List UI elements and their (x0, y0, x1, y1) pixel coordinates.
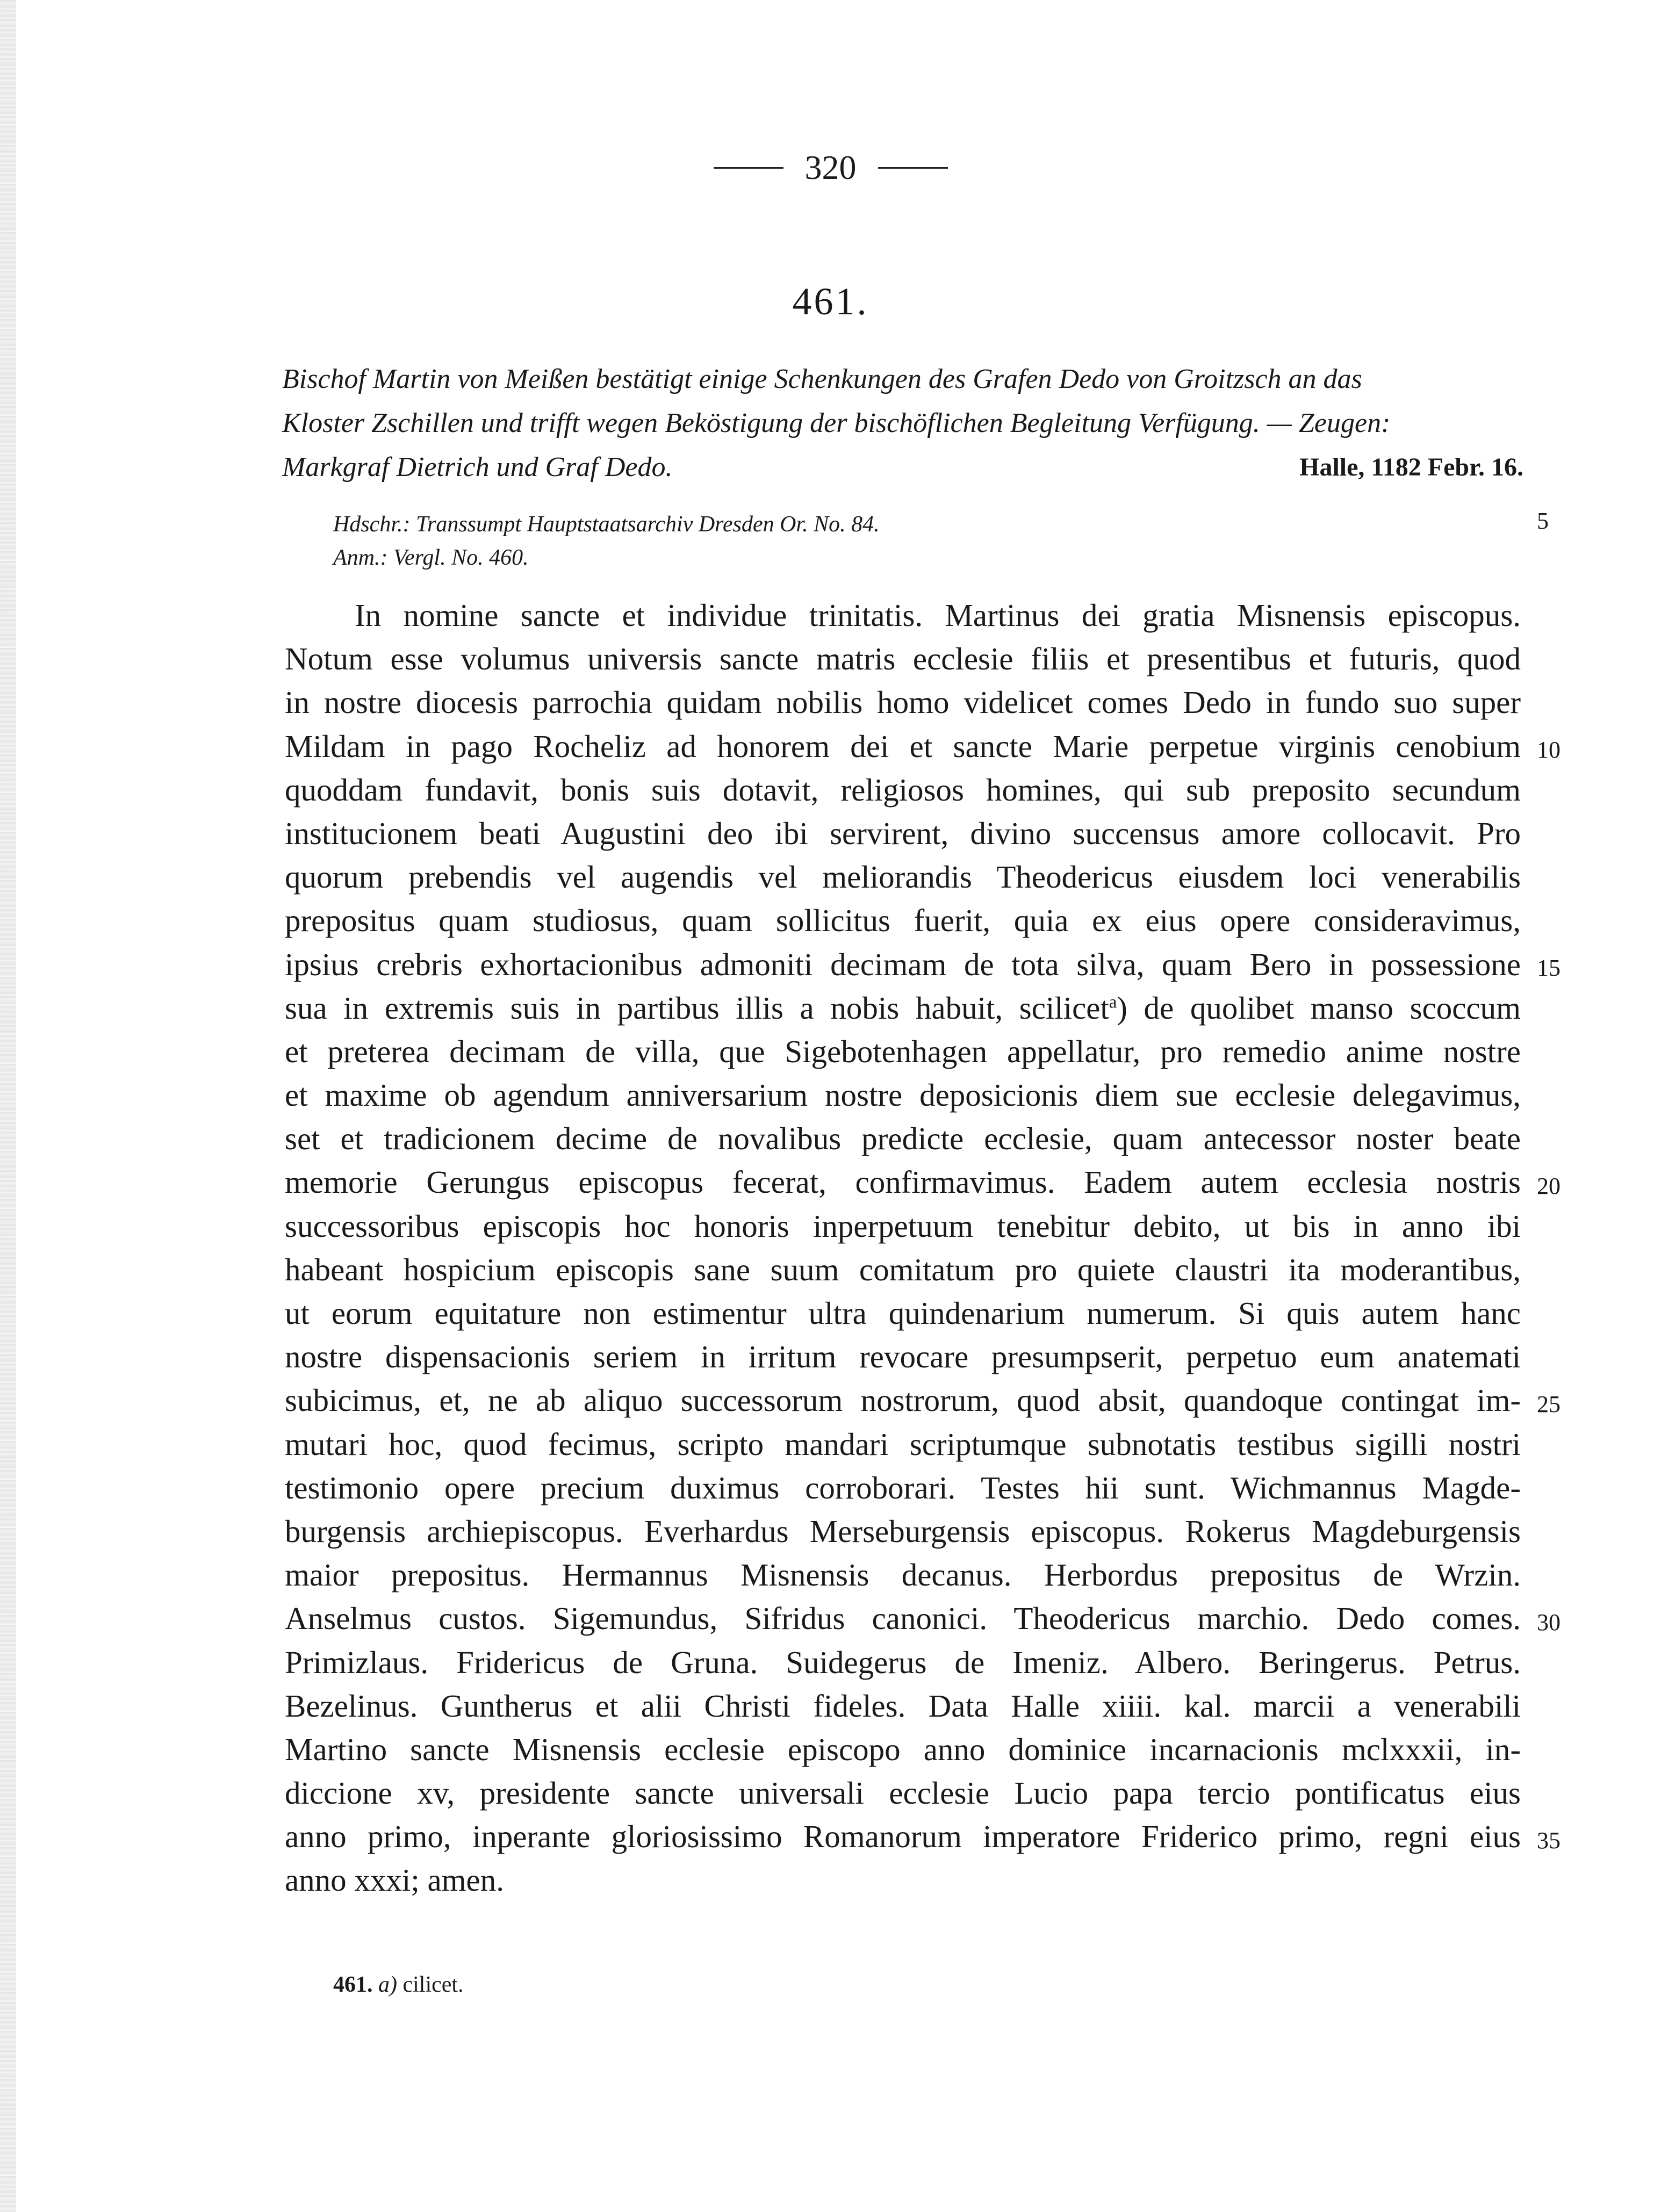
text-line: institucionem beati Augustini deo ibi servirent, divino succensus amore collocavit. Pro (285, 815, 1521, 851)
line-number: 25 (1537, 1391, 1561, 1417)
text-line: prepositus quam studiosus, quam sollicitus fuerit, quia ex eius opere consideravimus, (285, 903, 1521, 939)
page-header (0, 150, 1661, 185)
text-line: anno primo, inperante gloriosissimo Romanorum imperatore Friderico primo, regni eius (285, 1819, 1521, 1855)
text-line: set et tradicionem decime de novalibus predicte ecclesie, quam antecessor noster beate (285, 1121, 1521, 1157)
text-line: memorie Gerungus episcopus fecerat, confirmavimus. Eadem autem ecclesia nostris (285, 1164, 1521, 1200)
scan-edge (0, 0, 16, 2212)
text-segment: sua in extremis suis in partibus illis a nobis habuit, scilicet (285, 990, 1109, 1026)
text-line: Anselmus custos. Sigemundus, Sifridus canonici. Theodericus marchio. Dedo comes. (285, 1601, 1521, 1637)
text-line: nostre dispensacionis seriem in irritum revocare presumpserit, perpetuo eum anatemati (285, 1339, 1521, 1375)
text-line: In nomine sancte et individue trinitatis. Martinus dei gratia Misnensis episcopus. (355, 597, 1521, 633)
regest (282, 357, 1523, 489)
regest-line: Bischof Martin von Meißen bestätigt einige Schenkungen des Grafen Dedo von Groitzsch an das (282, 364, 1362, 394)
text-line: et maxime ob agendum anniversarium nostre deposicionis diem sue ecclesie delegavimus, (285, 1077, 1521, 1113)
text-line: mutari hoc, quod fecimus, scripto mandari scriptumque subnotatis testibus sigilli nostri (285, 1426, 1521, 1462)
text-line: Notum esse volumus universis sancte matris ecclesie filiis et presentibus et futuris, quod (285, 641, 1521, 677)
header-rule-right (878, 167, 948, 169)
line-number: 30 (1537, 1609, 1561, 1635)
text-line: diccione xv, presidente sancte universali ecclesie Lucio papa tercio pontificatus eius (285, 1775, 1521, 1811)
date-place: Halle, 1182 Febr. 16. (1299, 453, 1523, 481)
regest-line: Kloster Zschillen und trifft wegen Beköstigung der bischöflichen Begleitung Verfügung. — Zeugen: (282, 408, 1391, 438)
source-notes (333, 508, 1462, 574)
text-line: in nostre diocesis parrochia quidam nobilis homo videlicet comes Dedo in fundo suo super (285, 685, 1521, 720)
text-line: habeant hospicium episcopis sane suum comitatum pro quiete claustri ita moderantibus, (285, 1251, 1521, 1287)
line-number: 20 (1537, 1173, 1561, 1199)
text-line: et preterea decimam de villa, que Sigebotenhagen appellatur, pro remedio anime nostre (285, 1033, 1521, 1069)
source-line: Hdschr.: Transsumpt Hauptstaatsarchiv Dresden Or. No. 84. (333, 512, 880, 537)
charter-text (285, 594, 1521, 1903)
text-line: burgensis archiepiscopus. Everhardus Merseburgensis episcopus. Rokerus Magdeburgensis (285, 1513, 1521, 1549)
text-line: Martino sancte Misnensis ecclesie episcopo anno dominice incarnacionis mclxxxii, in- (285, 1731, 1521, 1767)
text-line: ipsius crebris exhortacionibus admoniti decimam de tota silva, quam Bero in possessione (285, 946, 1521, 982)
text-line: maior prepositus. Hermannus Misnensis decanus. Herbordus prepositus de Wrzin. (285, 1557, 1521, 1593)
text-line: successoribus episcopis hoc honoris inperpetuum tenebitur debito, ut bis in anno ibi (285, 1208, 1521, 1244)
footnote-number: 461. (333, 1972, 373, 1997)
footnote (333, 1972, 464, 1998)
header-rule-left (714, 167, 783, 169)
text-line: anno xxxi; amen. (285, 1862, 504, 1898)
footnote-mark: a (1109, 992, 1117, 1012)
text-line: testimonio opere precium duximus corroborari. Testes hii sunt. Wichmannus Magde- (285, 1469, 1521, 1505)
text-line: quorum prebendis vel augendis vel meliorandis Theodericus eiusdem loci venerabilis (285, 859, 1521, 895)
text-segment: ) de quolibet manso scoccum (1117, 990, 1521, 1026)
text-line: quoddam fundavit, bonis suis dotavit, religiosos homines, qui sub preposito secundum (285, 772, 1521, 808)
text-line-with-footnote (285, 986, 1521, 1030)
text-line: ut eorum equitature non estimentur ultra quindenarium numerum. Si quis autem hanc (285, 1295, 1521, 1331)
line-number: 15 (1537, 955, 1561, 981)
footnote-text: cilicet. (402, 1972, 464, 1997)
text-line: subicimus, et, ne ab aliquo successorum nostrorum, quod absit, quandoque contingat im- (285, 1382, 1521, 1418)
regest-last-line (282, 445, 1523, 489)
page-number: 320 (804, 148, 857, 186)
line-number: 35 (1537, 1827, 1561, 1854)
footnote-mark: a) (378, 1972, 397, 1997)
text-line: Mildam in pago Rocheliz ad honorem dei et sancte Marie perpetue virginis cenobium (285, 728, 1521, 764)
text-line: Bezelinus. Guntherus et alii Christi fideles. Data Halle xiiii. kal. marcii a venerabili (285, 1688, 1521, 1724)
source-line: Anm.: Vergl. No. 460. (333, 545, 529, 570)
document-number: 461. (792, 280, 869, 323)
regest-line: Markgraf Dietrich und Graf Dedo. (282, 452, 673, 482)
line-number: 10 (1537, 737, 1561, 763)
text-line: Primizlaus. Fridericus de Gruna. Suidegerus de Imeniz. Albero. Beringerus. Petrus. (285, 1644, 1521, 1680)
line-number: 5 (1537, 508, 1549, 534)
